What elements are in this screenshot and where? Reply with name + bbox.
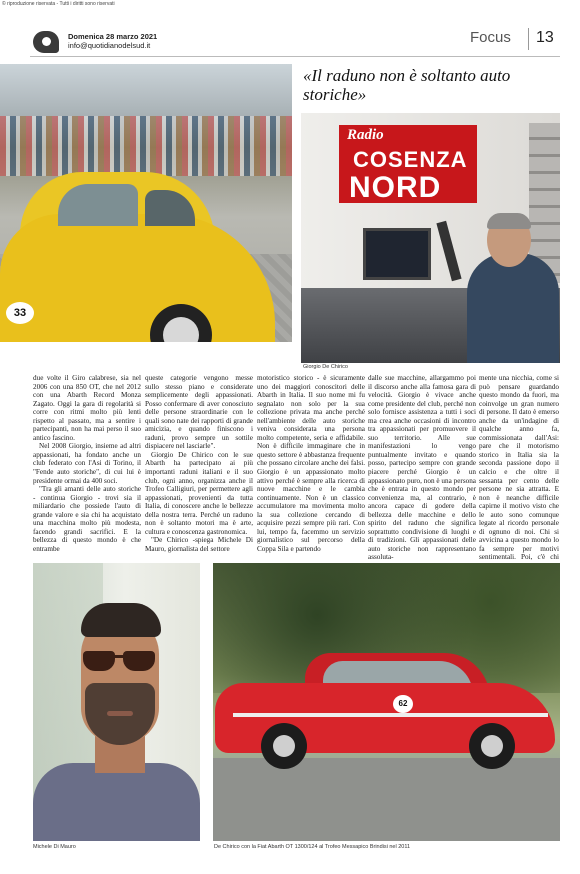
header-rule	[30, 56, 560, 57]
article-column-2	[145, 374, 253, 553]
paragraph: "Tra gli amanti delle auto storiche - continua Giorgio - trovi sia il miliardario che possiede l'auto di grande valore e sia chi ha acquistato una macchina molto più modesta, facendo grandi sacrifici. E la bellezza di questo mondo è che entrambe	[33, 485, 141, 553]
radio-studio-photo	[301, 113, 560, 363]
article-column-3	[257, 374, 365, 553]
paragraph: Giorgio De Chirico con le sue Abarth ha partecipato ai più importanti raduni italiani e il suo club, ogni anno, organizza anche il Trofeo Calligiuri, per permettere agli appassionati, provenienti da tutta Italia, di conoscere anche le bellezze della nostra terra. Perché un raduno non è soltanto motori ma è arte, cultura e conoscenza gastronomica.	[145, 450, 253, 536]
header-separator	[528, 28, 529, 50]
rear-hub	[481, 735, 503, 757]
car-stripe	[233, 713, 548, 717]
red-car-photo	[213, 563, 560, 841]
rights-notice: © riproduzione riservata - Tutti i diritti sono riservati	[2, 1, 115, 7]
portrait-caption: Michele Di Mauro	[33, 844, 76, 850]
portrait-shirt	[33, 763, 200, 841]
article-headline: «Il raduno non è soltanto auto storiche»	[303, 66, 511, 104]
red-car-caption: De Chirico con la Fiat Abarth OT 1300/124 al Trofeo Messapico Brindisi nel 2011	[214, 844, 411, 850]
article-column-4	[368, 374, 476, 562]
car-window	[58, 184, 138, 226]
paragraph: mente una nicchia, come si può pensare guardando questo mondo da fuori, ma coinvolge un gran numero di persone. Il dato è emerso anche da un'indagine di qualche anno fa, commissionata dall'Asi: pare che il motorismo storico in Italia sia la seconda passione dopo il calcio e che oltre il sessanta per cento delle persone ne sia attratta. E non è neanche difficile capirne il motivo visto che le auto sono comunque legate al ricordo personale di ognuno di noi. Chi si avvicina a questo mondo lo fa sempre per motivi sentimentali. Poi, c'è chi	[479, 374, 559, 562]
paragraph: due volte il Giro calabrese, sia nel 2006 con una 850 OT, che nel 2012 con una Abarth Record Monza Zagato. Oggi la gara di regolarità si corre con ritmi molto più lenti rispetto al passato, ma a sentire i partecipanti, non ha mai perso il suo antico fascino.	[33, 374, 141, 442]
contact-email: info@quotidianodelsud.it	[68, 41, 151, 50]
paragraph: Nel 2008 Giorgio, insieme ad altri appassionati, ha fondato anche un club federato con l'Asi di Torino, il "Fende auto storiche", di cui lui è presidente ormai da 400 soci.	[33, 442, 141, 485]
presenter-body	[467, 253, 559, 363]
front-hub	[273, 735, 295, 757]
spectators	[0, 116, 292, 176]
page-number: 13	[536, 29, 554, 46]
banner-nord-text: NORD	[349, 171, 442, 204]
radio-photo-caption: Giorgio De Chirico	[303, 364, 348, 370]
newspaper-logo-inner	[42, 37, 51, 46]
banner-radio-text: Radio	[347, 127, 384, 143]
paragraph: motoristico storico - è sicuramente uno dei maggiori conoscitori delle Abarth in Italia. Il suo nome mi fu segnalato non solo per la sua collezione privata ma anche perché nell'ambiente delle auto storiche veniva considerata una persona molto competente, seria e affidabile. Non è difficile immaginare che in questo settore è abbastanza frequente che possano circolare anche dei falsi. Giorgio è un appassionato molto attivo perché è sempre alla ricerca di nuove macchine e le cambia continuamente. Non è un classico accumulatore ma movimenta molto la sua collezione cercando di acquisire pezzi sempre più rari. Con lui, tempo fa, facemmo un servizio giornalistico sul percorso della Coppa Sila e partendo	[257, 374, 365, 553]
section-name: Focus	[470, 29, 511, 46]
road-surface	[213, 758, 560, 841]
issue-date: Domenica 28 marzo 2021	[68, 32, 158, 41]
paragraph: queste categorie vengono messe sullo stesso piano e considerate semplicemente degli appassionati. Posso confermare di aver conosciuto delle persone straordinarie con le quali sono nate dei rapporti di grande amicizia, e quando finiscono i raduni, provo sempre un sottile dispiacere nel lasciarle".	[145, 374, 253, 451]
sunglasses-left-icon	[83, 651, 115, 671]
studio-monitor	[363, 228, 431, 280]
presenter-hair	[487, 213, 531, 229]
portrait-mouth	[107, 711, 133, 716]
portrait-photo	[33, 563, 200, 841]
sunglasses-bridge	[113, 655, 125, 658]
article-column-1	[33, 374, 141, 553]
race-number: 62	[393, 695, 413, 713]
car-body	[0, 214, 275, 342]
banner-cosenza-text: COSENZA	[353, 147, 468, 172]
paragraph: dalle sue macchine, allargammo poi il discorso anche alla famosa gara di velocità. Giorgio è vivace anche come presidente del club, perché non solo fornisce assistenza a tutti i soci ma crea anche occasioni di incontro tra appassionati per promuovere il suo territorio. Alle sue manifestazioni lo vengo puntualmente invitato e quando posso, partecipo sempre con grande piacere perché Giorgio è un appassionato puro, non è una persona che è entrata in questo mondo per convenienza ma, al contrario, è ancora capace di godere della bellezza delle macchine e dello spirito del raduno che significa soprattutto condivisione di luoghi e di tradizioni. Gli appassionati delle auto storiche non rappresentano assoluta-	[368, 374, 476, 562]
sunglasses-right-icon	[123, 651, 155, 671]
paragraph: "De Chirico -spiega Michele Di Mauro, giornalista del settore	[145, 536, 253, 553]
race-number: 33	[6, 302, 34, 324]
portrait-hair	[81, 603, 161, 637]
yellow-car-photo	[0, 64, 292, 342]
